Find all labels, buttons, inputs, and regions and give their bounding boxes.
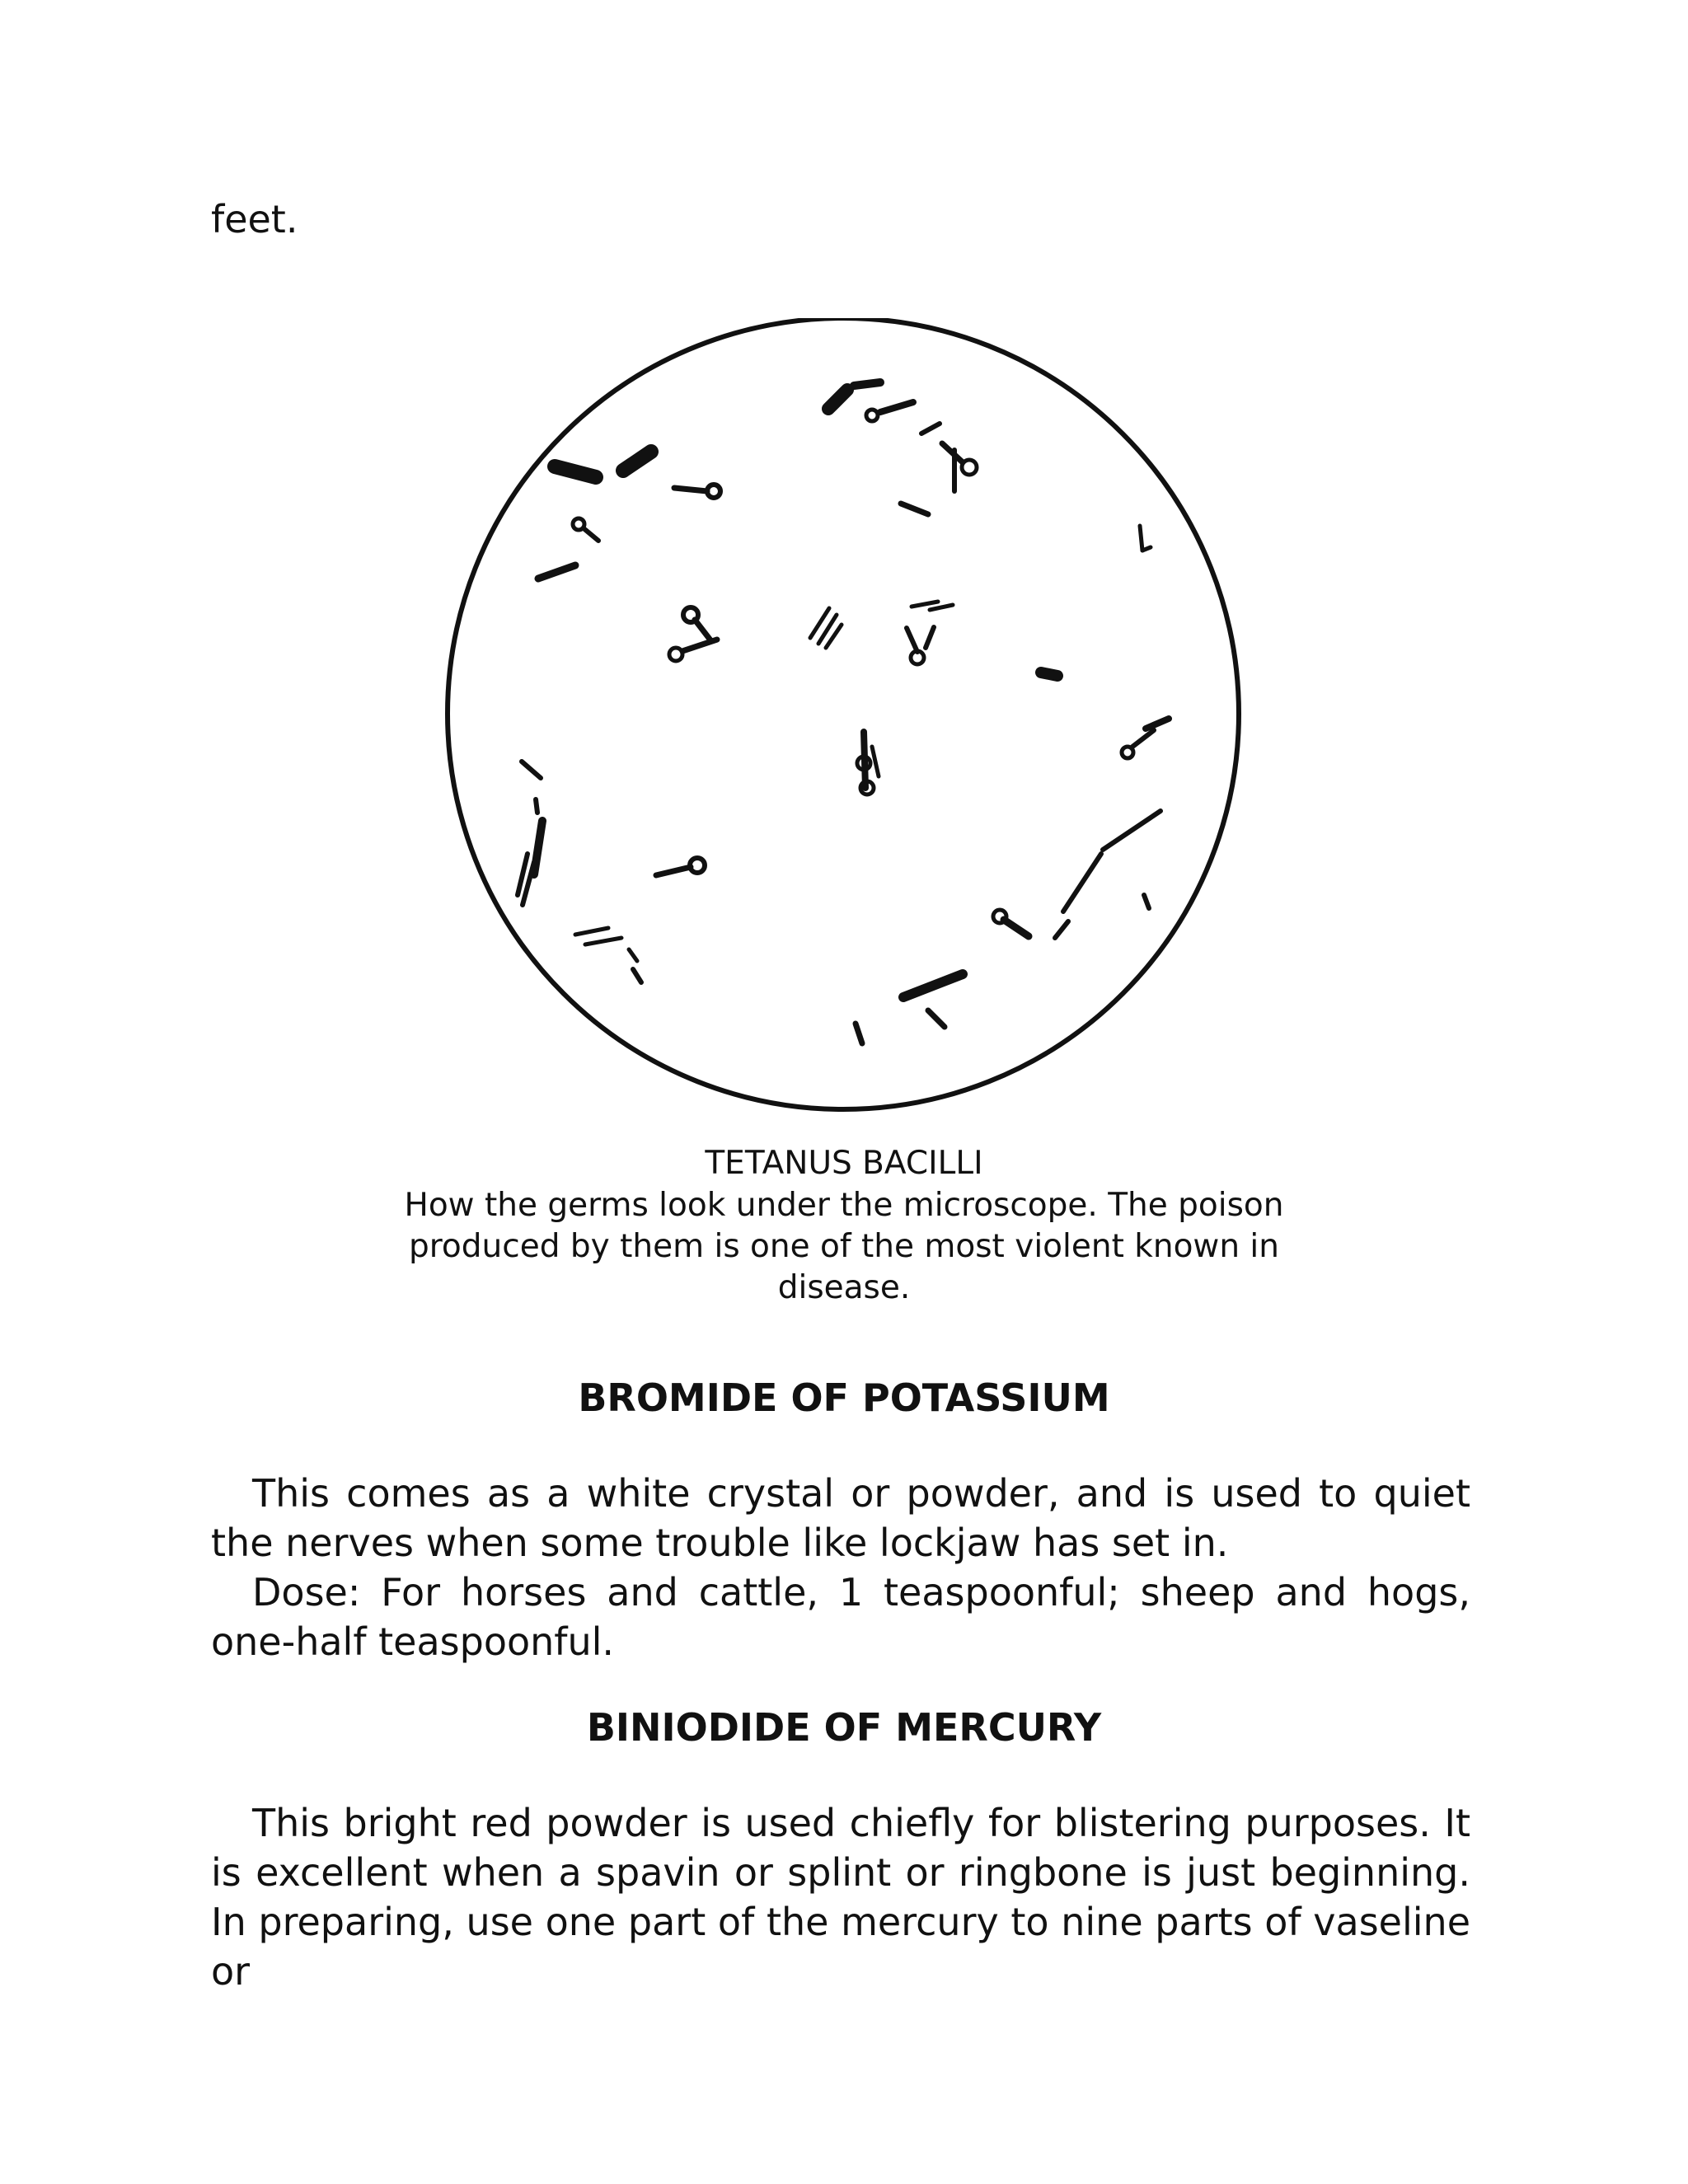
bromide-description: This comes as a white crystal or powder, and is used to quiet the nerves when some trouble like lockjaw has set in. xyxy=(211,1471,1470,1565)
continuation-text: feet. xyxy=(211,197,298,241)
section-heading-bromide: BROMIDE OF POTASSIUM xyxy=(578,1376,1110,1420)
tetanus-bacilli-illustration xyxy=(435,318,1251,1134)
bromide-dose: Dose: For horses and cattle, 1 teaspoonful; sheep and hogs, one-half teaspoonful. xyxy=(211,1570,1470,1664)
biniodide-description: This bright red powder is used chiefly for blistering purposes. It is excellent when a spavin or splint or ringbone is just beginning. In preparing, use one part of the mercury to nine parts of vaseline or xyxy=(211,1801,1470,1994)
microscope-figure xyxy=(435,318,1251,1134)
section-heading-biniodide: BINIODIDE OF MERCURY xyxy=(586,1705,1102,1750)
figure-title: TETANUS BACILLI xyxy=(705,1145,983,1182)
figure-caption: How the germs look under the microscope. The poison produced by them is one of the most violent known in disease. xyxy=(404,1187,1284,1306)
